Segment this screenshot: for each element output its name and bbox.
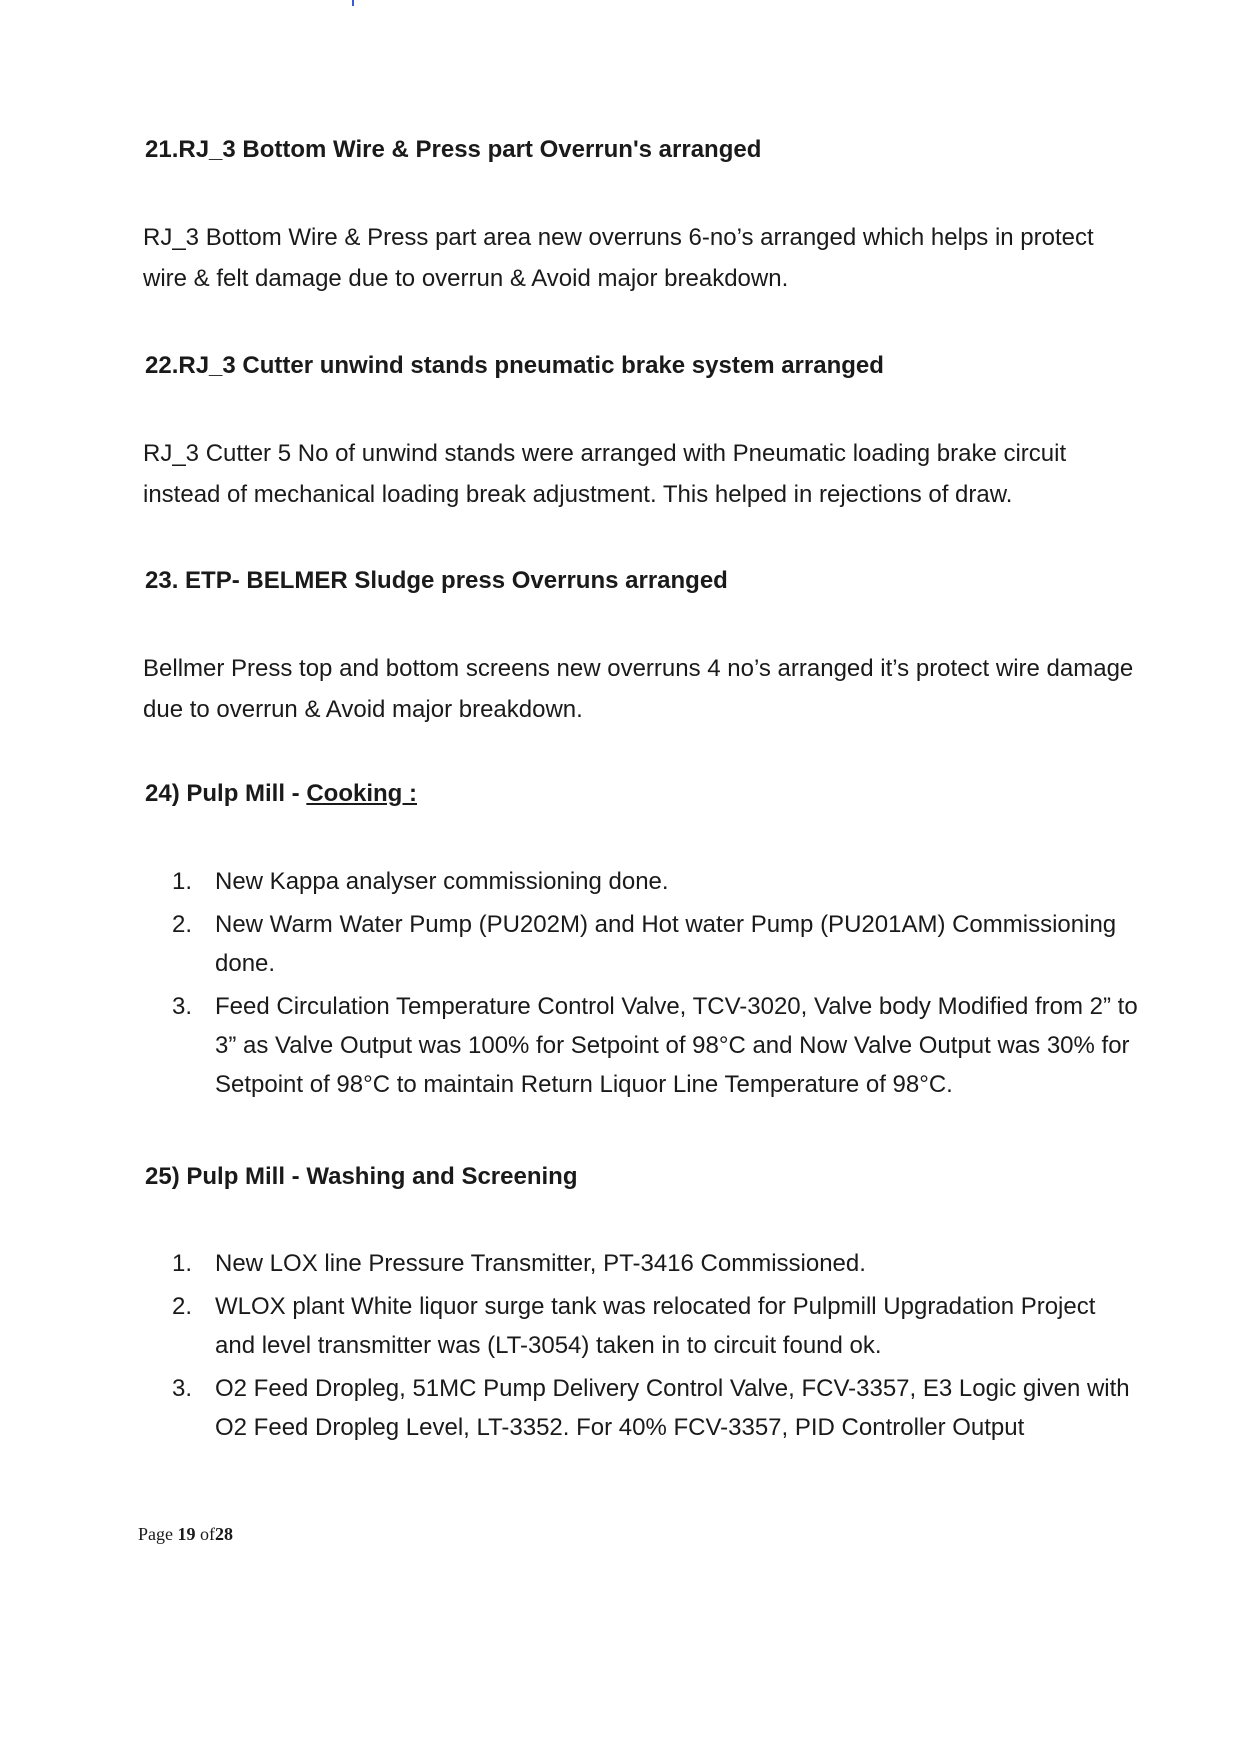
footer-of-label: of: [200, 1524, 215, 1544]
list-item: [172, 862, 1142, 901]
edge-mark: [352, 0, 354, 6]
list-item-number: 3.: [172, 993, 193, 1020]
section-24-list: [172, 862, 1142, 1108]
section-25-heading: 25) Pulp Mill - Washing and Screening: [145, 1163, 578, 1190]
list-item-number: 3.: [172, 1375, 193, 1402]
list-item-text: New LOX line Pressure Transmitter, PT-3416 Commissioned.: [215, 1250, 866, 1277]
list-item-text: Feed Circulation Temperature Control Valve, TCV-3020, Valve body Modified from 2” to 3” as Valve Output was 100% for Setpoint of 98°C and Now Valve Output was 30% for Setpoint of 98°C to maintain Return Liquor Line Temperature of 98°C.: [215, 993, 1138, 1098]
section-21-heading: 21.RJ_3 Bottom Wire & Press part Overrun's arranged: [145, 136, 762, 163]
section-22-heading: 22.RJ_3 Cutter unwind stands pneumatic brake system arranged: [145, 352, 884, 379]
page-footer: [138, 1524, 233, 1545]
footer-page-total: 28: [215, 1524, 233, 1544]
list-item: [172, 905, 1142, 983]
section-23-heading: 23. ETP- BELMER Sludge press Overruns arranged: [145, 567, 728, 594]
section-24-heading: [145, 780, 417, 808]
list-item-number: 2.: [172, 911, 193, 938]
section-21-body: RJ_3 Bottom Wire & Press part area new overruns 6-no’s arranged which helps in protect wire & felt damage due to overrun & Avoid major breakdown.: [143, 224, 1094, 292]
list-item-text: New Warm Water Pump (PU202M) and Hot water Pump (PU201AM) Commissioning done.: [215, 911, 1117, 977]
list-item: [172, 1244, 1142, 1283]
section-25-list: [172, 1244, 1142, 1451]
list-item-number: 1.: [172, 868, 193, 895]
section-24-heading-prefix: 24) Pulp Mill -: [145, 780, 307, 807]
section-24-heading-underlined: Cooking :: [306, 780, 417, 807]
section-22-body: RJ_3 Cutter 5 No of unwind stands were arranged with Pneumatic loading brake circuit instead of mechanical loading break adjustment. This helped in rejections of draw.: [143, 440, 1067, 508]
list-item-text: WLOX plant White liquor surge tank was relocated for Pulpmill Upgradation Project and level transmitter was (LT-3054) taken in to circuit found ok.: [215, 1293, 1096, 1359]
list-item: [172, 1369, 1142, 1447]
footer-page-number: 19: [177, 1524, 196, 1544]
list-item-number: 1.: [172, 1250, 193, 1277]
list-item-number: 2.: [172, 1293, 193, 1320]
section-23-body: Bellmer Press top and bottom screens new overruns 4 no’s arranged it’s protect wire damage due to overrun & Avoid major breakdown.: [143, 655, 1134, 723]
list-item: [172, 1287, 1142, 1365]
list-item-text: O2 Feed Dropleg, 51MC Pump Delivery Control Valve, FCV-3357, E3 Logic given with O2 Feed Dropleg Level, LT-3352. For 40% FCV-3357, PID Controller Output: [215, 1375, 1130, 1441]
list-item: [172, 987, 1142, 1104]
list-item-text: New Kappa analyser commissioning done.: [215, 868, 669, 895]
footer-page-label: Page: [138, 1524, 173, 1544]
